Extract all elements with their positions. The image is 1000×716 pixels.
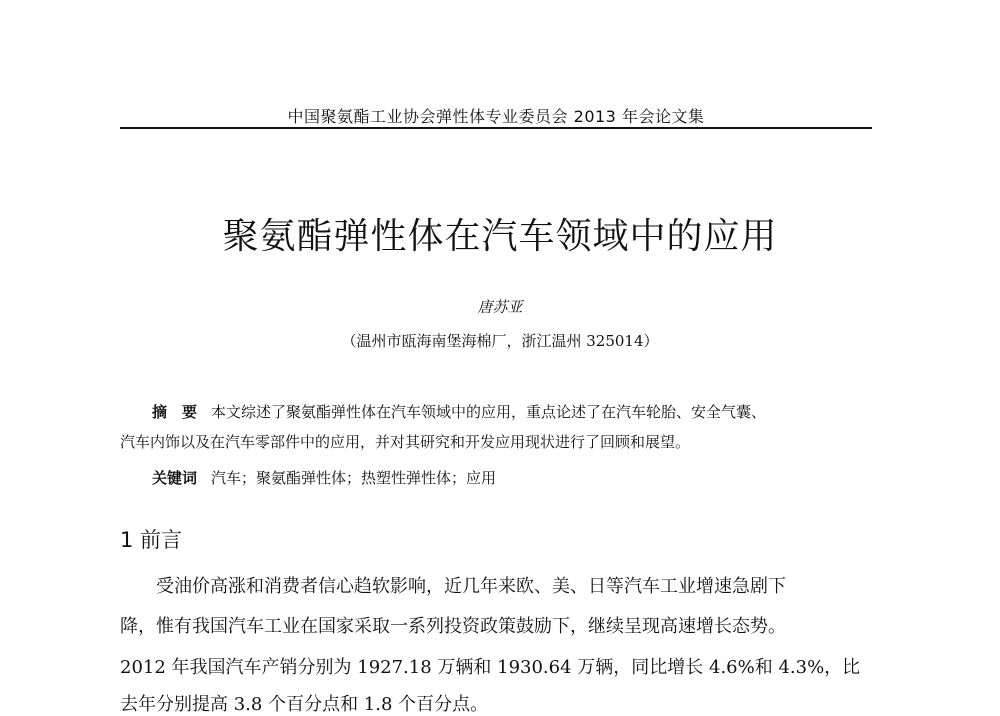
paper-title: 聚氨酯弹性体在汽车领域中的应用 xyxy=(222,216,778,257)
body-line-4: 去年分别提高 3.8 个百分点和 1.8 个百分点。 xyxy=(120,694,489,715)
abstract-line-2 xyxy=(120,427,880,457)
body-line-1: 受油价高涨和消费者信心趋软影响，近几年来欧、美、日等汽车工业增速急剧下 xyxy=(156,576,786,597)
abstract-line-1 xyxy=(120,397,880,427)
header-rule xyxy=(120,127,872,129)
keywords-line xyxy=(120,463,880,493)
author-affiliation: （温州市瓯海南堡海棉厂，浙江温州 325014） xyxy=(341,332,659,350)
body-line-2: 降，惟有我国汽车工业在国家采取一系列投资政策鼓励下，继续呈现高速增长态势。 xyxy=(120,616,786,637)
abstract-text-2: 汽车内饰以及在汽车零部件中的应用，并对其研究和开发应用现状进行了回顾和展望。 xyxy=(120,433,691,451)
body-line-3: 2012 年我国汽车产销分别为 1927.18 万辆和 1930.64 万辆，同比增长 4.6%和 4.3%，比 xyxy=(120,657,861,678)
section-heading: 1 前言 xyxy=(120,528,183,552)
keywords-text: 汽车；聚氨酯弹性体；热塑性弹性体；应用 xyxy=(211,469,497,487)
keywords-label: 关键词 xyxy=(152,469,198,487)
abstract-text-1: 本文综述了聚氨酯弹性体在汽车领域中的应用，重点论述了在汽车轮胎、安全气囊、 xyxy=(211,403,767,421)
abstract-label: 摘 要 xyxy=(152,403,198,421)
author-name: 唐苏亚 xyxy=(477,298,523,316)
running-header: 中国聚氨酯工业协会弹性体专业委员会 2013 年会论文集 xyxy=(287,107,705,126)
